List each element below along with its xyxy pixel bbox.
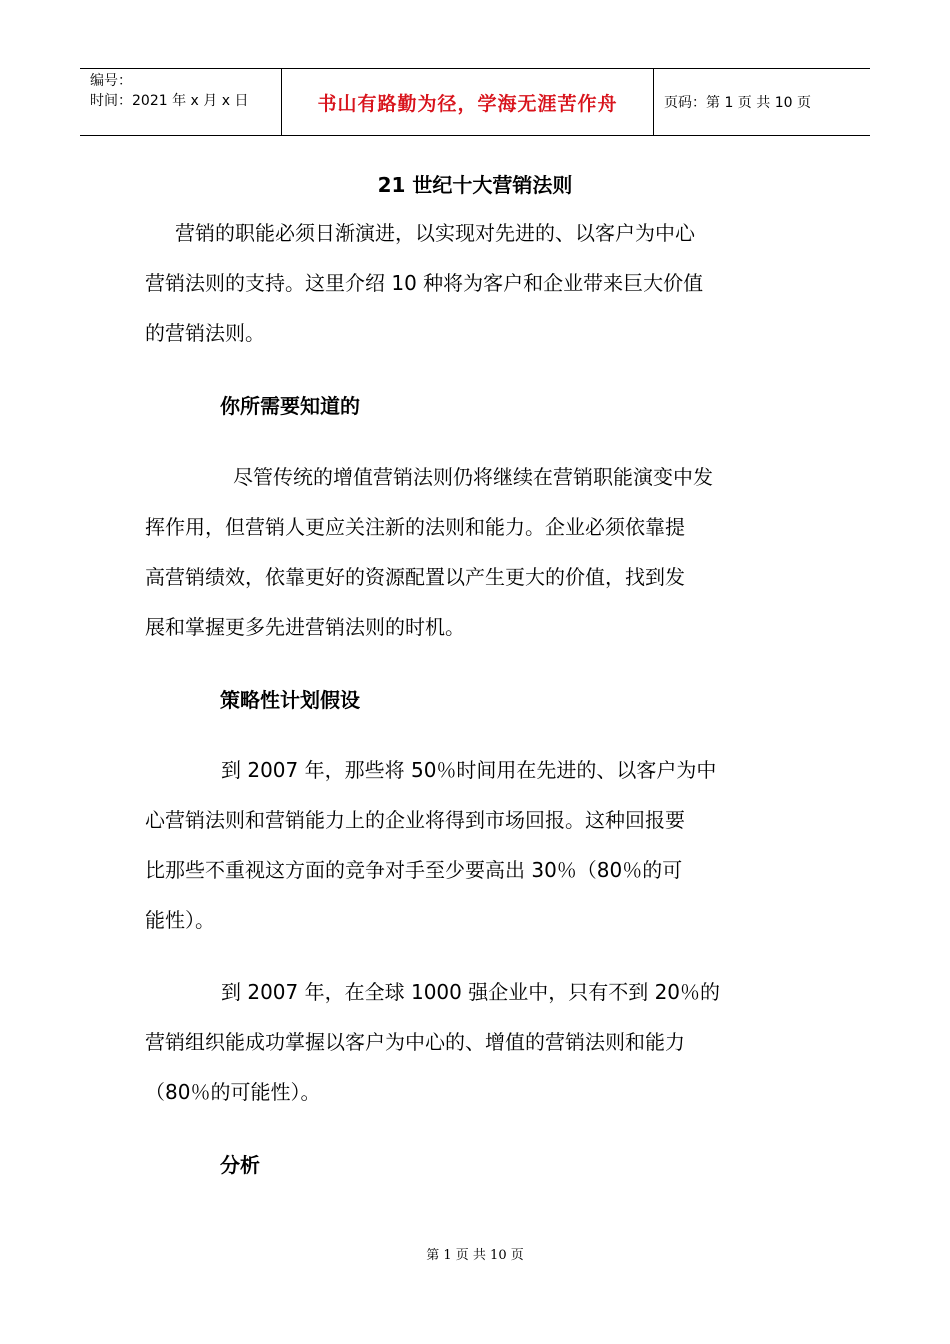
paragraph-line: 心营销法则和营销能力上的企业将得到市场回报。这种回报要 <box>145 808 685 832</box>
strategic-paragraph-1 <box>145 745 810 945</box>
intro-line: 营销的职能必须日渐演进，以实现对先进的、以客户为中心 <box>175 221 695 245</box>
header-page-info: 页码：第 1 页 共 10 页 <box>664 95 811 111</box>
header-motto: 书山有路勤为径，学海无涯苦作舟 <box>282 69 654 135</box>
paragraph-line: 营销组织能成功掌握以客户为中心的、增值的营销法则和能力 <box>145 1030 685 1054</box>
section-heading-analysis: 分析 <box>220 1153 260 1177</box>
need-to-know-paragraph <box>145 452 810 652</box>
paragraph-line: 到 2007 年，那些将 50％时间用在先进的、以客户为中 <box>221 758 717 782</box>
paragraph-line: 能性）。 <box>145 908 215 932</box>
paragraph-line: 尽管传统的增值营销法则仍将继续在营销职能演变中发 <box>233 465 713 489</box>
paragraph-line: 比那些不重视这方面的竞争对手至少要高出 30％（80％的可 <box>145 858 683 882</box>
document-header <box>80 68 870 136</box>
document-number-label: 编号： <box>90 73 132 89</box>
paragraph-line: 展和掌握更多先进营销法则的时机。 <box>145 615 465 639</box>
header-meta-cell <box>80 69 282 135</box>
section-heading-strategic-planning: 策略性计划假设 <box>220 688 360 712</box>
page-footer: 第 1 页 共 10 页 <box>426 1248 524 1263</box>
section-heading-need-to-know: 你所需要知道的 <box>220 394 360 418</box>
paragraph-line: 到 2007 年，在全球 1000 强企业中，只有不到 20％的 <box>221 980 721 1004</box>
paragraph-line: 高营销绩效，依靠更好的资源配置以产生更大的价值，找到发 <box>145 565 685 589</box>
document-date-label: 时间：2021 年 x 月 x 日 <box>90 93 249 109</box>
strategic-paragraph-2 <box>145 967 810 1117</box>
intro-line: 营销法则的支持。这里介绍 10 种将为客户和企业带来巨大价值 <box>145 271 704 295</box>
document-title: 21 世纪十大营销法则 <box>377 173 573 197</box>
intro-paragraph <box>145 208 810 358</box>
paragraph-line: （80％的可能性）。 <box>145 1080 321 1104</box>
intro-line: 的营销法则。 <box>145 321 265 345</box>
paragraph-line: 挥作用，但营销人更应关注新的法则和能力。企业必须依靠提 <box>145 515 685 539</box>
